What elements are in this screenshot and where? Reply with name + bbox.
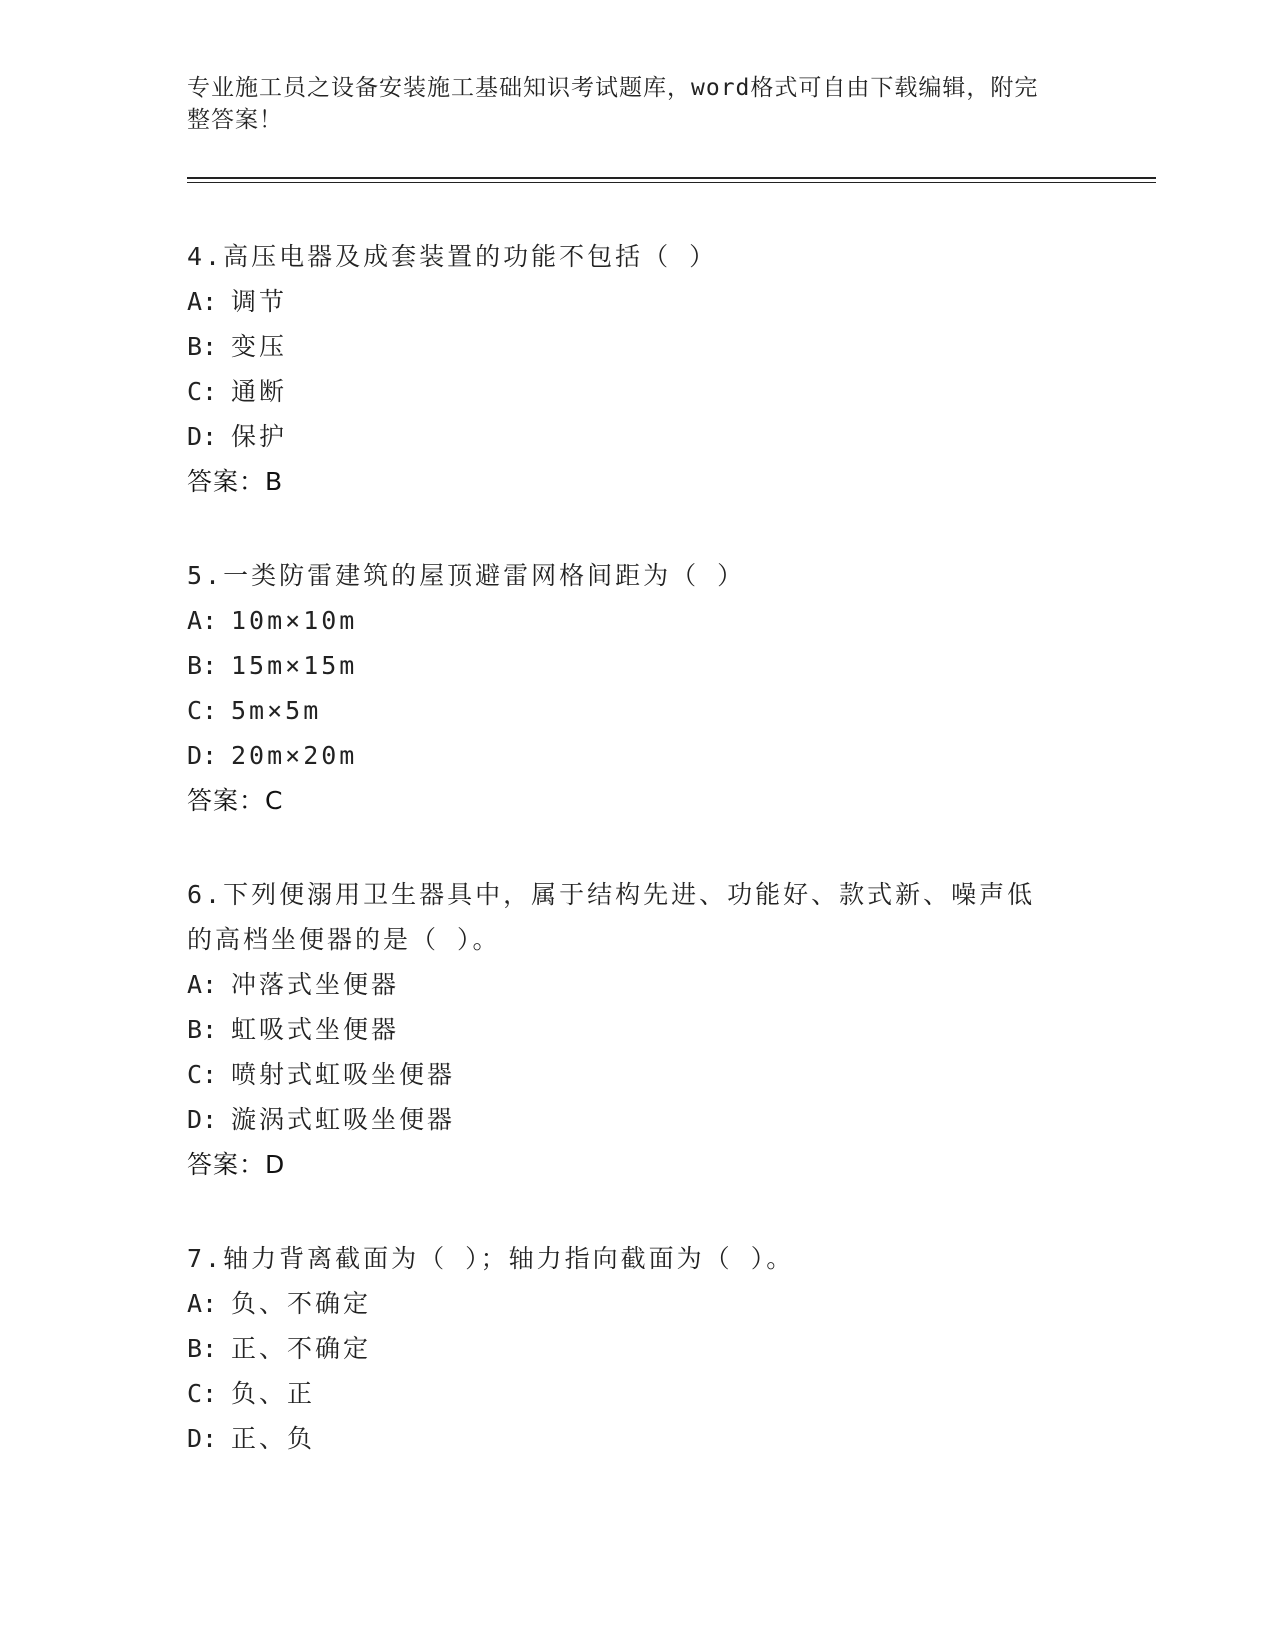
document-header [187,72,1067,136]
option-c [187,1052,1087,1097]
option-key: D: [187,1105,218,1134]
option-text: 调节 [231,287,288,316]
option-c [187,369,1087,414]
question-stem-line-2: 的高档坐便器的是（ ）。 [187,925,501,954]
question-stem: 7.轴力背离截面为（ ）；轴力指向截面为（ ）。 [187,1244,795,1273]
option-a [187,279,1087,324]
header-divider-thick [187,177,1156,179]
option-key: C: [187,1379,218,1408]
header-line-2: 整答案！ [187,107,283,133]
option-text: 负、正 [231,1379,316,1408]
option-text: 冲落式坐便器 [231,970,400,999]
option-key: D: [187,422,218,451]
option-text: 保护 [231,422,288,451]
header-line-1: 专业施工员之设备安装施工基础知识考试题库，word格式可自由下载编辑，附完 [187,75,1039,101]
option-key: B: [187,1015,218,1044]
option-text: 虹吸式坐便器 [231,1015,400,1044]
option-text: 正、不确定 [231,1334,372,1363]
option-text: 正、负 [231,1424,316,1453]
option-key: C: [187,377,218,406]
option-text: 10m×10m [231,606,358,635]
question-stem: 4.高压电器及成套装置的功能不包括（ ） [187,242,718,271]
option-d [187,1097,1087,1142]
question-6 [187,872,1087,1187]
question-7 [187,1236,1087,1461]
option-c [187,1371,1087,1416]
option-key: A: [187,970,218,999]
option-key: A: [187,606,218,635]
option-b [187,1326,1087,1371]
option-text: 5m×5m [231,696,322,725]
option-d [187,733,1087,778]
option-text: 漩涡式虹吸坐便器 [231,1105,456,1134]
option-b [187,324,1087,369]
question-4 [187,234,1087,504]
header-divider-thin [187,182,1156,183]
option-key: D: [187,1424,218,1453]
option-a [187,962,1087,1007]
question-stem-line-1: 6.下列便溺用卫生器具中，属于结构先进、功能好、款式新、噪声低 [187,880,1036,909]
option-text: 喷射式虹吸坐便器 [231,1060,456,1089]
question-5 [187,553,1087,823]
option-text: 变压 [231,332,288,361]
answer-line: 答案：D [187,1150,286,1179]
option-text: 通断 [231,377,288,406]
option-b [187,1007,1087,1052]
option-a [187,598,1087,643]
option-text: 负、不确定 [231,1289,372,1318]
option-c [187,688,1087,733]
answer-line: 答案：C [187,786,284,815]
option-a [187,1281,1087,1326]
option-text: 20m×20m [231,741,358,770]
option-d [187,1416,1087,1461]
option-key: A: [187,1289,218,1318]
option-b [187,643,1087,688]
option-key: C: [187,1060,218,1089]
option-key: B: [187,1334,218,1363]
option-key: D: [187,741,218,770]
option-key: B: [187,332,218,361]
answer-line: 答案：B [187,467,284,496]
question-stem: 5.一类防雷建筑的屋顶避雷网格间距为（ ） [187,561,746,590]
option-d [187,414,1087,459]
option-text: 15m×15m [231,651,358,680]
option-key: A: [187,287,218,316]
option-key: B: [187,651,218,680]
option-key: C: [187,696,218,725]
